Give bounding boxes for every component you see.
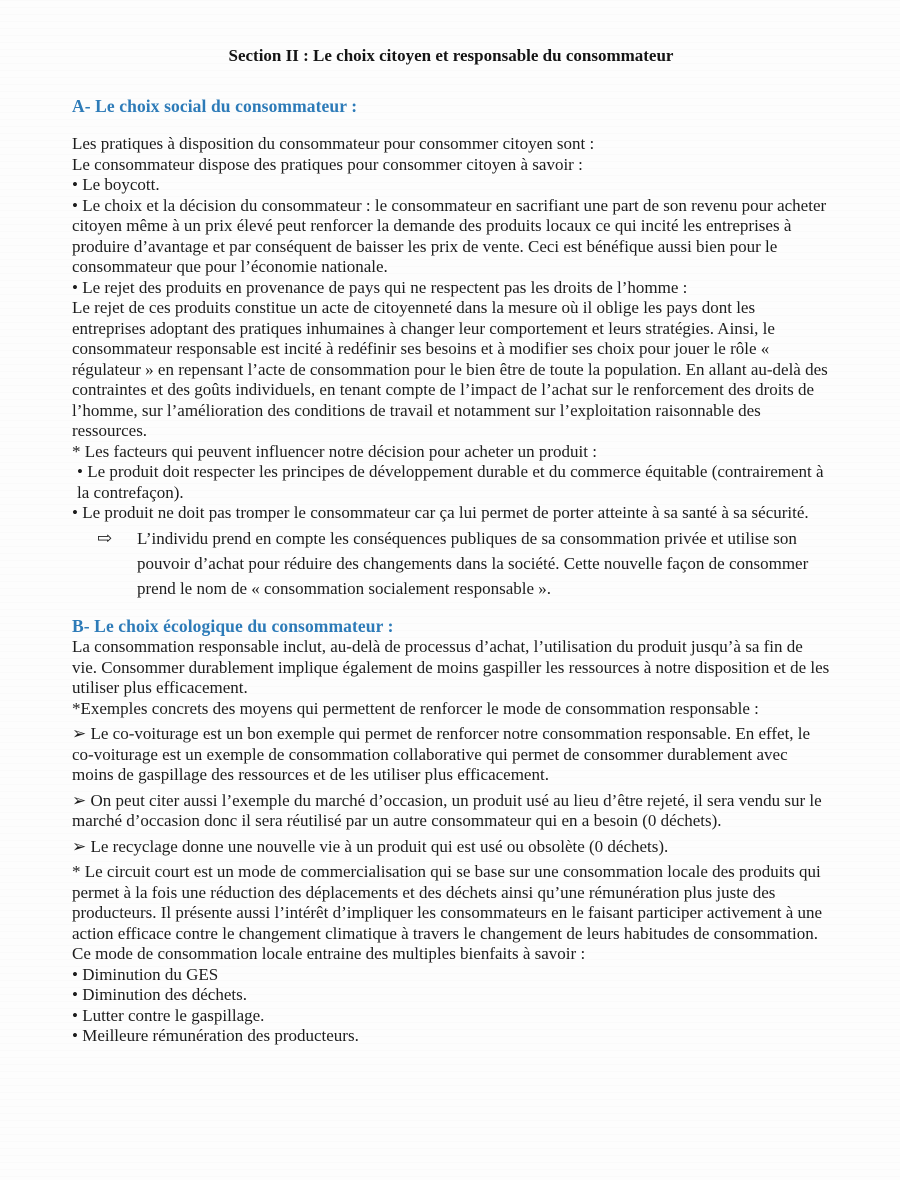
paragraph-rejection-explained: Le rejet de ces produits constitue un acte de citoyenneté dans la mesure où il oblige les pays dont les entreprises adoptant des pratiques inhumaines à changer leur comportement et leurs stratégies. Ainsi, le consommateur responsable est incité à redéfinir ses besoins et à modifier ses choix pour jouer le rôle « régulateur » en repensant l’acte de consommation pour le bien être de toute la population. En allant au-delà des contraintes et des goûts individuels, en tenant compte de l’impact de l’achat sur le renforcement des droits de l’homme, sur l’amélioration des conditions de travail et notamment sur l’exploitation raisonnable des ressources. (72, 298, 828, 440)
bullet-item-ges-reduction: • Diminution du GES (72, 964, 219, 984)
bullet-item-sustainable-principles: • Le produit doit respecter les principes de développement durable et du commerce équitable (contrairement à la contrefaçon). (77, 462, 824, 502)
paragraph-practices-intro-2: Le consommateur dispose des pratiques pour consommer citoyen à savoir : (72, 154, 583, 174)
bullet-item-waste-reduction: • Diminution des déchets. (72, 985, 247, 1004)
paragraph-practices-intro: Les pratiques à disposition du consommateur pour consommer citoyen sont : (72, 134, 595, 153)
bullet-item-fight-waste: • Lutter contre le gaspillage. (72, 1005, 265, 1025)
section-b-heading: B- Le choix écologique du consommateur : (72, 615, 394, 636)
bullet-item-better-pay: • Meilleure rémunération des producteurs. (72, 1026, 359, 1045)
section-ecological-choice (72, 616, 830, 1047)
paragraph-examples-intro: *Exemples concrets des moyens qui permettent de renforcer le mode de consommation responsable : (72, 698, 759, 718)
bullet-item-boycott: • Le boycott. (72, 175, 160, 194)
page-title: Section II : Le choix citoyen et responsable du consommateur (228, 46, 674, 65)
bullet-item-no-deception: • Le produit ne doit pas tromper le consommateur car ça lui permet de porter atteinte à sa santé à sa sécurité. (72, 503, 809, 522)
bullet-item-product-rejection: • Le rejet des produits en provenance de pays qui ne respectent pas les droits de l’homme : (72, 277, 688, 297)
arrow-list-item-conclusion (72, 526, 830, 601)
arrowhead-item-recycling: ➢ Le recyclage donne une nouvelle vie à un produit qui est usé ou obsolète (0 déchets). (72, 836, 669, 856)
section-a-heading: A- Le choix social du consommateur : (72, 95, 358, 116)
paragraph-local-benefits-intro: Ce mode de consommation locale entraine des multiples bienfaits à savoir : (72, 944, 586, 963)
arrowhead-item-carpooling: ➢ Le co-voiturage est un bon exemple qui permet de renforcer notre consommation responsable. En effet, le co-voiturage est un exemple de consommation collaborative qui permet de consommer durablement avec moins de gaspillage des ressources et de les utiliser plus efficacement. (72, 724, 811, 784)
rightwards-arrow-icon: ⇨ (97, 527, 113, 548)
paragraph-purchase-factors: * Les facteurs qui peuvent influencer notre décision pour acheter un produit : (72, 441, 597, 461)
bullet-item-consumer-choice: • Le choix et la décision du consommateur : le consommateur en sacrifiant une part de son revenu pour acheter citoyen même à un prix élevé peut renforcer la demande des produits locaux ce qui incité les entreprises à produire d’avantage et par conséquent de baisser les prix de vente. Ceci est bénéfique aussi bien pour le consommateur que pour l’économie nationale. (72, 195, 827, 276)
paragraph-short-circuit: * Le circuit court est un mode de commercialisation qui se base sur une consommation locale des produits qui permet à la fois une réduction des déplacements et des déchets ainsi qu’une rémunération plus juste des producteurs. Il présente aussi l’intérêt d’impliquer les consommateurs en le faisant participer activement à une action efficace contre le changement climatique à travers le changement de leurs habitudes de consommation. (72, 862, 823, 943)
arrow-item-text: L’individu prend en compte les conséquences publiques de sa consommation privée et utilise son pouvoir d’achat pour réduire des changements dans la société. Cette nouvelle façon de consommer prend le nom de « consommation socialement responsable ». (137, 528, 809, 598)
arrowhead-item-secondhand-market: ➢ On peut citer aussi l’exemple du marché d’occasion, un produit usé au lieu d’être rejeté, il sera vendu sur le marché d’occasion donc il sera réutilisé par un autre consommateur qui en a besoin (0 déchets). (72, 790, 822, 830)
section-social-choice (72, 96, 830, 601)
paragraph-responsible-consumption: La consommation responsable inclut, au-delà de processus d’achat, l’utilisation du produit jusqu’à sa fin de vie. Consommer durablement implique également de moins gaspiller les ressources à notre disposition et de les utiliser plus efficacement. (72, 637, 830, 697)
